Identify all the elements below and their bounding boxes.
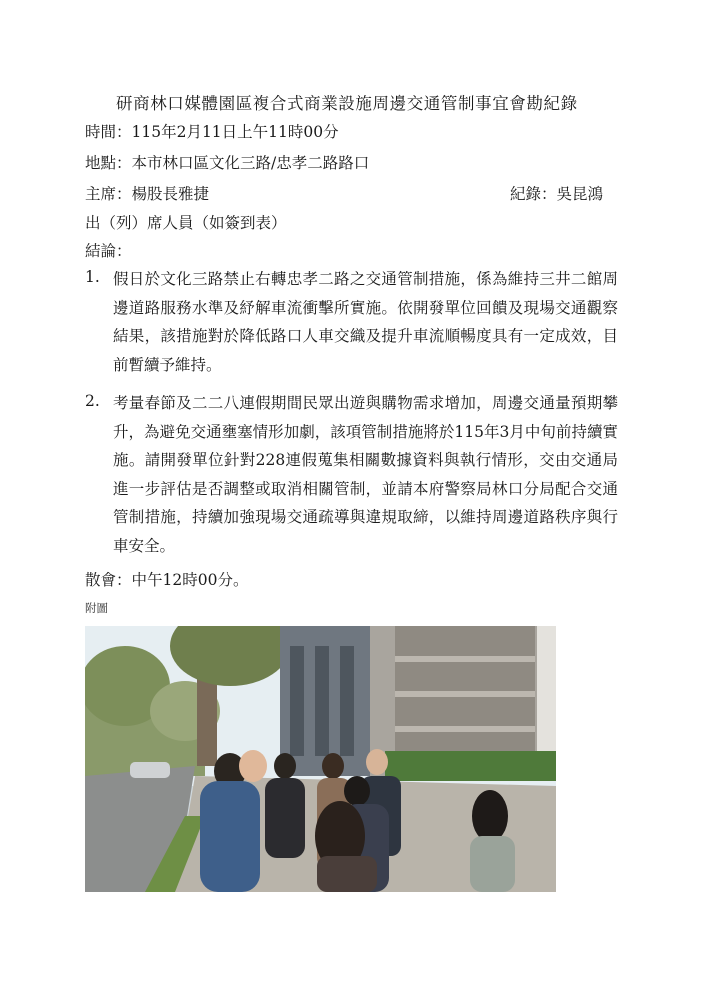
- item-1-text: [113, 265, 618, 379]
- adjourn-time: 散會：中午12時00分。: [85, 571, 249, 589]
- item-2-text: [113, 389, 618, 561]
- document-title: 研商林口媒體園區複合式商業設施周邊交通管制事宜會勘紀錄: [116, 94, 578, 113]
- meeting-recorder: 紀錄：吳昆鴻: [510, 185, 604, 203]
- conclusion-label: 結論：: [85, 242, 132, 260]
- item-1-number: 1.: [85, 268, 100, 286]
- site-inspection-photo: [85, 626, 556, 892]
- attachment-label: 附圖: [85, 601, 108, 615]
- meeting-time: 時間：115年2月11日上午11時00分: [85, 123, 339, 141]
- attendees: 出（列）席人員（如簽到表）: [85, 214, 287, 232]
- meeting-place: 地點：本市林口區文化三路/忠孝二路路口: [85, 154, 370, 172]
- meeting-chair: 主席：楊股長雅捷: [85, 185, 210, 203]
- item-2-paragraph: 考量春節及二二八連假期間民眾出遊與購物需求增加，周邊交通量預期攀升，為避免交通壅塞情形加劇，該項管制措施將於115年3月中旬前持續實施。請開發單位針對228連假蒐集相關數據資料與執行情形，交由交通局進一步評估是否調整或取消相關管制，並請本府警察局林口分局配合交通管制措施，持續加強現場交通疏導與違規取締，以維持周邊道路秩序與行車安全。: [113, 394, 618, 555]
- item-2-number: 2.: [85, 392, 100, 410]
- item-1-paragraph: 假日於文化三路禁止右轉忠孝二路之交通管制措施，係為維持三井二館周邊道路服務水準及紓解車流衝擊所實施。依開發單位回饋及現場交通觀察結果，該措施對於降低路口人車交織及提升車流順暢度具有一定成效，目前暫續予維持。: [113, 270, 618, 374]
